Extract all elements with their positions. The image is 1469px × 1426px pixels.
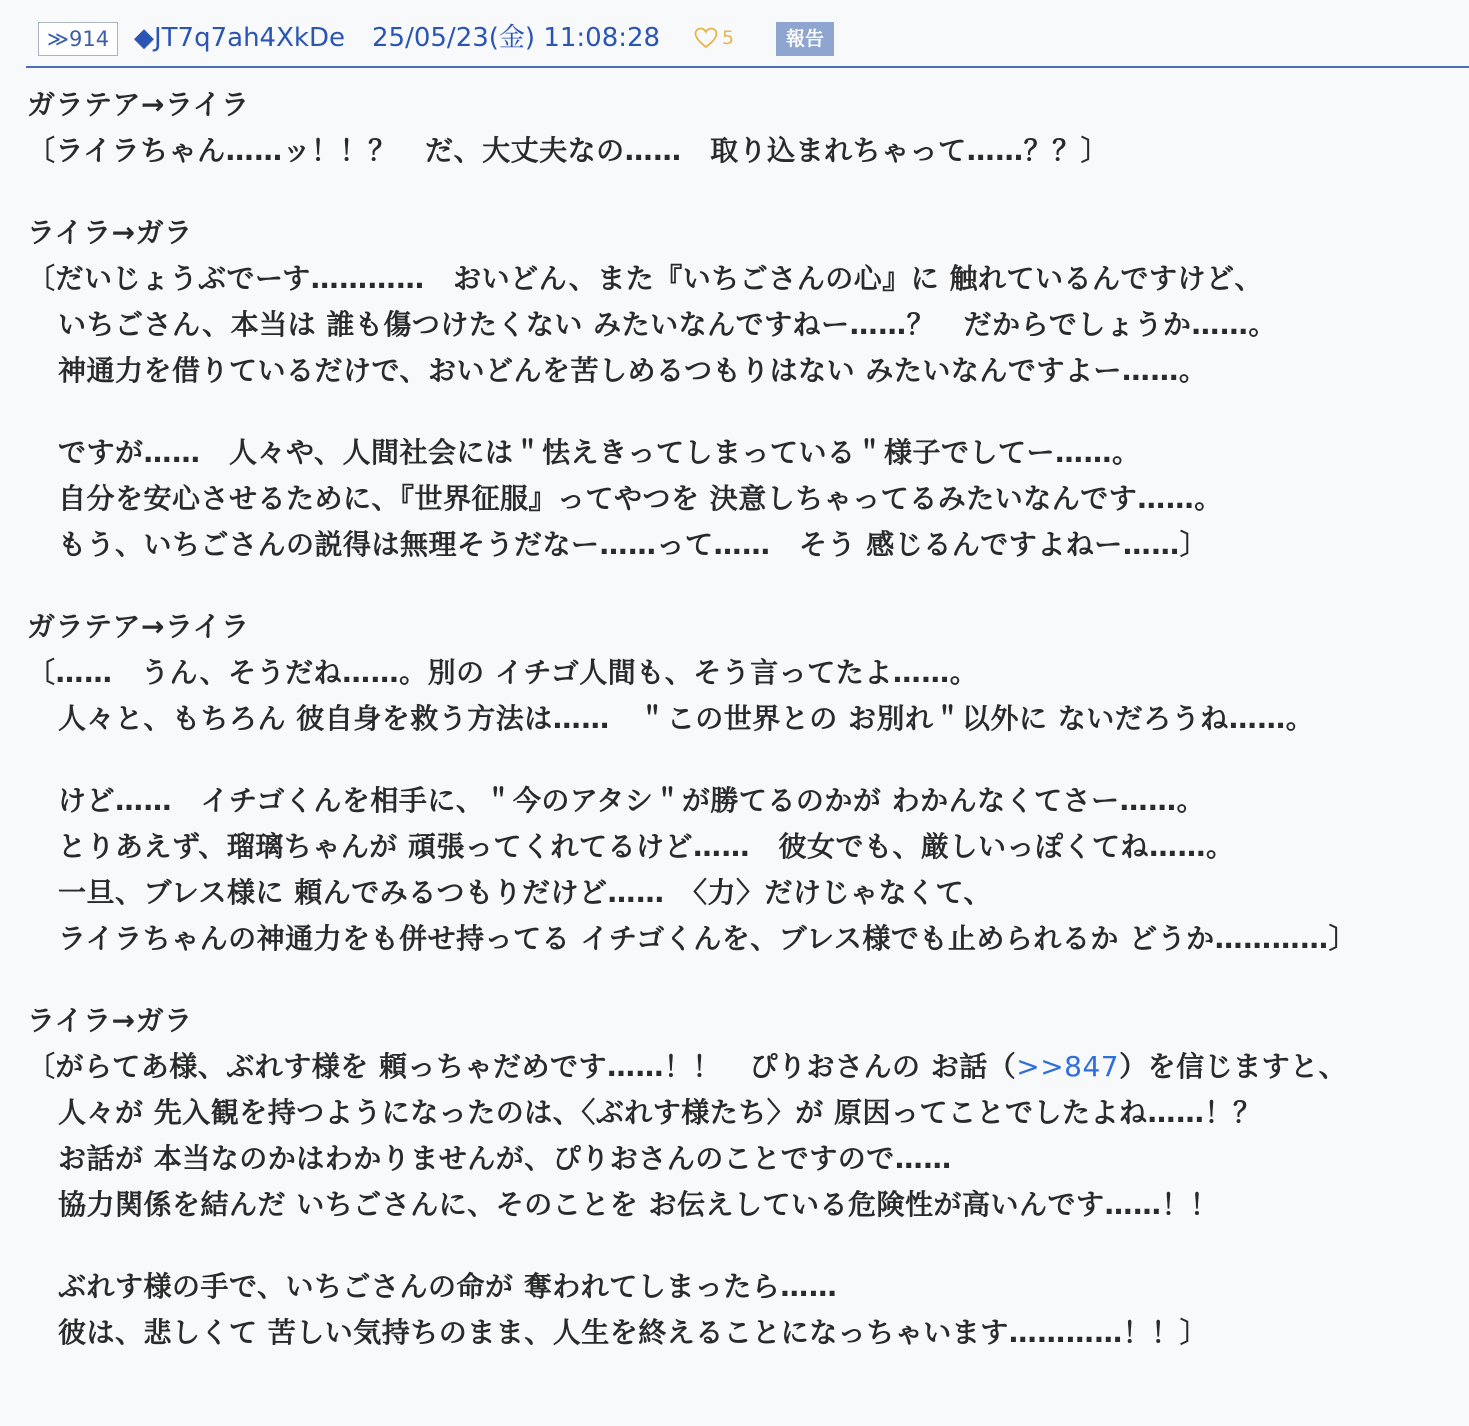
dialogue-line: 〔ライラちゃん……ッ！！？ だ、大丈夫なの…… 取り込まれちゃって……？？〕 [27,134,1110,167]
dialogue-line: 自分を安心させるために、『世界征服』ってやつを 決意しちゃってるみたいなんです……。 [58,482,1223,515]
like-count: 5 [722,27,735,49]
speaker-label: ガラテア→ライラ [27,610,250,643]
speaker-label: ガラテア→ライラ [27,88,250,121]
post-number-link[interactable]: ≫914 [38,22,118,56]
dialogue-block [27,998,1457,1356]
dialogue-line: お話が 本当なのかはわかりませんが、ぴりおさんのことですので…… [58,1142,952,1175]
report-button[interactable]: 報告 [776,22,834,56]
dialogue-line: 神通力を借りているだけで、おいどんを苦しめるつもりはない みたいなんですよー……。 [58,354,1208,387]
like-button[interactable] [694,22,734,54]
dialogue-line: 人々が 先入観を持つようになったのは、〈ぶれす様たち〉が 原因ってことでしたよね……！？ [58,1096,1262,1129]
line-text: ）を信じますと、 [1119,1050,1348,1083]
dialogue-line: もう、いちごさんの説得は無理そうだなー……って…… そう 感じるんですよねー……〕 [58,528,1209,561]
dialogue-block [27,604,1457,962]
dialogue-line: 一旦、ブレス様に 頼んでみるつもりだけど…… 〈力〉だけじゃなくて、 [58,876,992,909]
speaker-label: ライラ→ガラ [27,1004,193,1037]
dialogue-line: 協力関係を結んだ いちごさんに、そのことを お伝えしている危険性が高いんです……！！ [58,1188,1219,1221]
line-text: 〔がらてあ様、ぶれす様を 頼っちゃだめです……！！ ぴりおさんの お話（ [27,1050,1017,1083]
user-id[interactable]: ◆JT7q7ah4XkDe [134,23,345,53]
dialogue-line [27,1044,1457,1090]
dialogue-line: いちごさん、本当は 誰も傷つけたくない みたいなんですねー……？ だからでしょうか……。 [58,308,1277,341]
post-timestamp: 25/05/23(金) 11:08:28 [372,23,661,53]
post-header [26,14,1469,68]
dialogue-block [27,82,1457,174]
speaker-label: ライラ→ガラ [27,216,193,249]
dialogue-line: とりあえず、瑠璃ちゃんが 頑張ってくれてるけど…… 彼女でも、厳しいっぽくてね……。 [58,830,1235,863]
dialogue-line: けど…… イチゴくんを相手に、＂今のアタシ＂が勝てるのかが わかんなくてさー……。 [58,784,1206,817]
dialogue-line: ぶれす様の手で、いちごさんの命が 奪われてしまったら…… [58,1270,838,1303]
dialogue-line: 〔だいじょうぶでーす………… おいどん、また『いちごさんの心』に 触れているんですけど、 [27,262,1264,295]
dialogue-line: 彼は、悲しくて 苦しい気持ちのまま、人生を終えることになっちゃいます…………！！〕 [58,1316,1209,1349]
dialogue-line: 人々と、もちろん 彼自身を救う方法は…… ＂この世界との お別れ＂以外に ないだろうね……。 [58,702,1315,735]
heart-icon [694,27,718,49]
dialogue-line: ライラちゃんの神通力をも併せ持ってる イチゴくんを、ブレス様でも止められるか どうか…………〕 [58,922,1358,955]
post-body [27,82,1457,1356]
dialogue-line: 〔…… うん、そうだね……。別の イチゴ人間も、そう言ってたよ……。 [27,656,979,689]
reply-anchor-link[interactable]: >>847 [1016,1050,1120,1083]
dialogue-line: ですが…… 人々や、人間社会には＂怯えきってしまっている＂様子でしてー……。 [58,436,1141,469]
dialogue-block [27,210,1457,568]
